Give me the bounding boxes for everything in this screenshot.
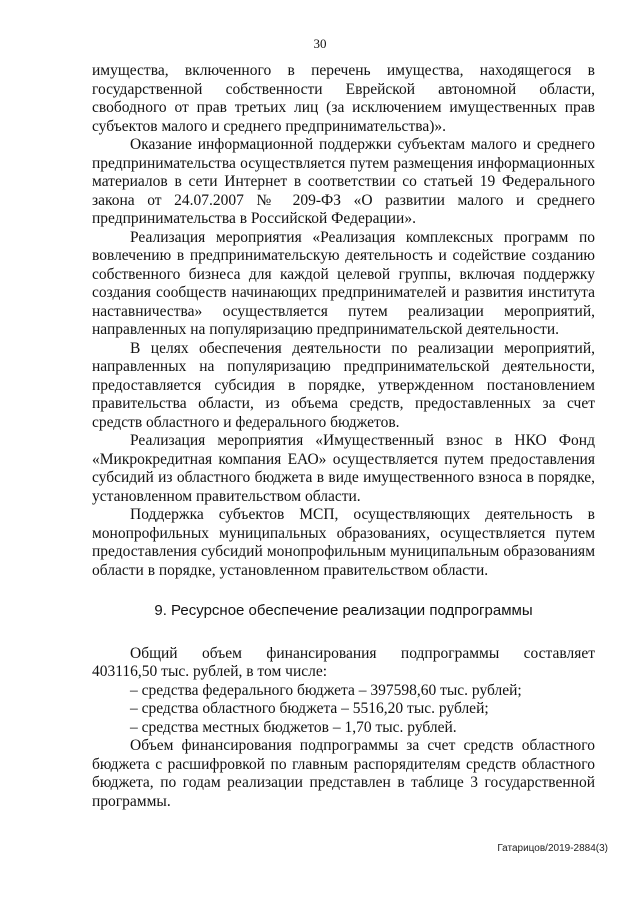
document-body (92, 62, 595, 811)
page-number: 30 (313, 36, 327, 51)
paragraph-monoprofile-support: Поддержка субъектов МСП, осуществляющих деятельность в монопрофильных муниципальных образованиях, осуществляется путем предоставления субсидий монопрофильным муниципальным образованиям области в порядке, установленном правительством области. (92, 506, 595, 579)
paragraph-continuation: имущества, включенного в перечень имущества, находящегося в государственной собственности Еврейской автономной области, свободного от прав третьих лиц (за исключением имущественных прав субъектов малого и среднего предпринимательства)». (92, 62, 595, 135)
section-heading: 9. Ресурсное обеспечение реализации подпрограммы (154, 602, 533, 619)
paragraph-subsidy: В целях обеспечения деятельности по реализации мероприятий, направленных на популяризацию предпринимательской деятельности, предоставляется субсидия в порядке, утвержденном постановлением правительства области, из объема средств, предоставленных за счет средств областного и федерального бюджетов. (92, 339, 595, 431)
list-item: – средства федерального бюджета – 397598,60 тыс. рублей; (130, 681, 522, 699)
list-item: – средства местных бюджетов – 1,70 тыс. рублей. (130, 718, 457, 736)
paragraph-funding-detail: Объем финансирования подпрограммы за счет средств областного бюджета с расшифровкой по главным распорядителям средств областного бюджета, по годам реализации представлен в таблице 3 государственной программы. (92, 737, 595, 810)
paragraph-property-contribution: Реализация мероприятия «Имущественный взнос в НКО Фонд «Микрокредитная компания ЕАО» осуществляется путем предоставления субсидий из областного бюджета в виде имущественного взноса в порядке, установленном правительством области. (92, 432, 595, 505)
paragraph-info-support: Оказание информационной поддержки субъектам малого и среднего предпринимательства осуществляется путем размещения информационных материалов в сети Интернет в соответствии со статьей 19 Федерального закона от 24.07.2007 № 209-ФЗ «О развитии малого и среднего предпринимательства в Российской Федерации». (92, 136, 595, 227)
paragraph-complex-programs: Реализация мероприятия «Реализация комплексных программ по вовлечению в предпринимательскую деятельность и содействие созданию собственного бизнеса для каждой целевой группы, включая поддержку создания сообществ начинающих предпринимателей и развития института наставничества» осуществляется путем реализации мероприятий, направленных на популяризацию предпринимательской деятельности. (92, 228, 595, 338)
funding-list (92, 682, 595, 738)
list-item: – средства областного бюджета – 5516,20 тыс. рублей; (130, 700, 489, 717)
document-code: Гатарицов/2019-2884(3) (497, 843, 608, 854)
funding-intro-line1: Общий объем финансирования подпрограммы составляет (130, 644, 595, 662)
funding-intro-line2: 403116,50 тыс. рублей, в том числе: (92, 663, 328, 680)
